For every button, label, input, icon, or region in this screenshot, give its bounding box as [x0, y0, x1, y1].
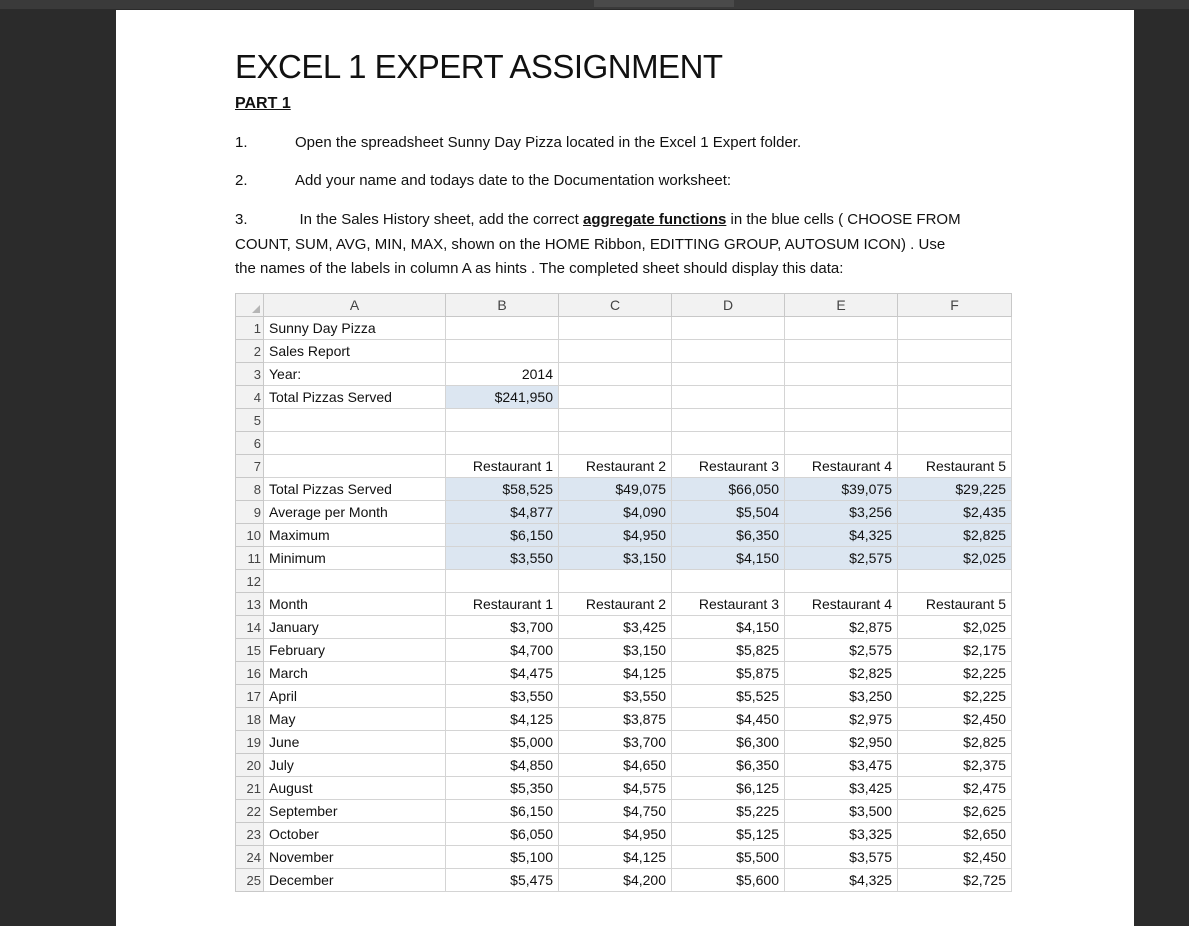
- step-text: in the blue cells ( CHOOSE FROM: [726, 211, 961, 228]
- sheet-cell[interactable]: Month: [264, 593, 446, 616]
- sheet-cell[interactable]: $2,825: [898, 731, 1012, 754]
- step-text: Add your name and todays date to the Documentation worksheet:: [295, 172, 732, 189]
- sheet-cell[interactable]: $4,877: [446, 501, 559, 524]
- step-text: Open the spreadsheet Sunny Day Pizza located in the Excel 1 Expert folder.: [295, 134, 802, 151]
- sheet-cell[interactable]: $5,600: [672, 869, 785, 892]
- row-number[interactable]: 21: [236, 777, 264, 800]
- document-title: EXCEL 1 EXPERT ASSIGNMENT: [235, 48, 723, 85]
- row-number[interactable]: 19: [236, 731, 264, 754]
- sheet-cell[interactable]: Sunny Day Pizza: [264, 317, 446, 340]
- sheet-cell[interactable]: $6,350: [672, 754, 785, 777]
- sheet-cell[interactable]: $5,525: [672, 685, 785, 708]
- row-number[interactable]: 2: [236, 340, 264, 363]
- sheet-cell[interactable]: $5,000: [446, 731, 559, 754]
- column-header[interactable]: D: [672, 294, 785, 317]
- sheet-cell[interactable]: January: [264, 616, 446, 639]
- sheet-cell[interactable]: $5,225: [672, 800, 785, 823]
- sheet-cell[interactable]: [672, 570, 785, 593]
- row-number[interactable]: 1: [236, 317, 264, 340]
- sheet-cell[interactable]: Maximum: [264, 524, 446, 547]
- sheet-cell[interactable]: $4,850: [446, 754, 559, 777]
- sheet-cell[interactable]: $3,700: [446, 616, 559, 639]
- sheet-cell[interactable]: November: [264, 846, 446, 869]
- sheet-cell[interactable]: $4,575: [559, 777, 672, 800]
- sheet-cell[interactable]: $3,700: [559, 731, 672, 754]
- sheet-row: [236, 800, 1012, 823]
- row-number[interactable]: 13: [236, 593, 264, 616]
- sheet-cell[interactable]: $3,875: [559, 708, 672, 731]
- row-number[interactable]: 16: [236, 662, 264, 685]
- sheet-cell[interactable]: [559, 570, 672, 593]
- sheet-cell[interactable]: [898, 386, 1012, 409]
- sheet-cell[interactable]: $5,350: [446, 777, 559, 800]
- sheet-row: [236, 777, 1012, 800]
- sheet-cell[interactable]: $4,090: [559, 501, 672, 524]
- sheet-cell[interactable]: [559, 340, 672, 363]
- sheet-cell[interactable]: $4,325: [785, 524, 898, 547]
- sheet-cell[interactable]: $4,125: [446, 708, 559, 731]
- sheet-cell[interactable]: [672, 432, 785, 455]
- sheet-cell[interactable]: $2,875: [785, 616, 898, 639]
- sheet-cell[interactable]: $4,200: [559, 869, 672, 892]
- sheet-cell[interactable]: $2,725: [898, 869, 1012, 892]
- sheet-cell[interactable]: Restaurant 3: [672, 593, 785, 616]
- sheet-cell[interactable]: [446, 340, 559, 363]
- sheet-cell[interactable]: $6,150: [446, 800, 559, 823]
- sheet-cell[interactable]: $5,825: [672, 639, 785, 662]
- sheet-cell[interactable]: $5,875: [672, 662, 785, 685]
- sheet-cell[interactable]: Restaurant 5: [898, 593, 1012, 616]
- sheet-cell[interactable]: [898, 363, 1012, 386]
- viewer-tab[interactable]: [594, 0, 734, 7]
- row-number[interactable]: 14: [236, 616, 264, 639]
- row-number[interactable]: 10: [236, 524, 264, 547]
- sheet-cell[interactable]: Restaurant 4: [785, 455, 898, 478]
- sheet-row: [236, 708, 1012, 731]
- sheet-row: [236, 731, 1012, 754]
- spreadsheet-table: [235, 293, 1012, 892]
- sheet-cell[interactable]: [446, 570, 559, 593]
- row-number[interactable]: 12: [236, 570, 264, 593]
- sheet-cell[interactable]: [672, 363, 785, 386]
- sheet-cell[interactable]: December: [264, 869, 446, 892]
- sheet-cell[interactable]: $2,225: [898, 662, 1012, 685]
- sheet-cell[interactable]: $2,025: [898, 616, 1012, 639]
- sheet-row: [236, 340, 1012, 363]
- sheet-cell[interactable]: [898, 409, 1012, 432]
- sheet-cell[interactable]: $3,550: [559, 685, 672, 708]
- sheet-cell[interactable]: $4,650: [559, 754, 672, 777]
- sheet-row: [236, 823, 1012, 846]
- sheet-cell[interactable]: $6,125: [672, 777, 785, 800]
- sheet-cell[interactable]: $3,575: [785, 846, 898, 869]
- sheet-cell[interactable]: March: [264, 662, 446, 685]
- column-header-row: [236, 294, 1012, 317]
- step-3: [235, 208, 1035, 282]
- sheet-row: [236, 593, 1012, 616]
- sheet-cell[interactable]: $5,500: [672, 846, 785, 869]
- row-number[interactable]: 15: [236, 639, 264, 662]
- sheet-cell[interactable]: $4,700: [446, 639, 559, 662]
- sheet-cell[interactable]: $3,150: [559, 639, 672, 662]
- sheet-row: [236, 754, 1012, 777]
- sheet-cell[interactable]: [785, 432, 898, 455]
- sheet-cell[interactable]: $3,550: [446, 547, 559, 570]
- row-number[interactable]: 11: [236, 547, 264, 570]
- document-page: [116, 10, 1134, 926]
- sheet-cell[interactable]: February: [264, 639, 446, 662]
- sheet-cell[interactable]: $3,325: [785, 823, 898, 846]
- sheet-cell[interactable]: October: [264, 823, 446, 846]
- column-header[interactable]: E: [785, 294, 898, 317]
- sheet-cell[interactable]: Minimum: [264, 547, 446, 570]
- sheet-cell[interactable]: $3,256: [785, 501, 898, 524]
- sheet-cell[interactable]: $4,150: [672, 547, 785, 570]
- row-number[interactable]: 9: [236, 501, 264, 524]
- viewer-top-bar: [0, 0, 1189, 9]
- sheet-cell[interactable]: [672, 317, 785, 340]
- sheet-cell[interactable]: $2,825: [785, 662, 898, 685]
- sheet-cell[interactable]: Restaurant 4: [785, 593, 898, 616]
- row-number[interactable]: 6: [236, 432, 264, 455]
- sheet-cell[interactable]: $66,050: [672, 478, 785, 501]
- sheet-cell[interactable]: [559, 386, 672, 409]
- sheet-cell[interactable]: $2,025: [898, 547, 1012, 570]
- sheet-cell[interactable]: $3,475: [785, 754, 898, 777]
- sheet-cell[interactable]: [898, 570, 1012, 593]
- step-number: 3.: [235, 211, 248, 228]
- sheet-cell[interactable]: $49,075: [559, 478, 672, 501]
- part-heading: PART 1: [235, 95, 291, 112]
- sheet-row: [236, 455, 1012, 478]
- sheet-cell[interactable]: $4,125: [559, 846, 672, 869]
- sheet-cell[interactable]: $2,450: [898, 708, 1012, 731]
- sheet-cell[interactable]: [785, 570, 898, 593]
- sheet-cell[interactable]: $2,575: [785, 547, 898, 570]
- step-number: 1.: [235, 134, 248, 151]
- sheet-cell[interactable]: Total Pizzas Served: [264, 478, 446, 501]
- sheet-row: [236, 317, 1012, 340]
- sheet-cell[interactable]: $3,425: [559, 616, 672, 639]
- sheet-cell[interactable]: [672, 340, 785, 363]
- sheet-cell[interactable]: $5,100: [446, 846, 559, 869]
- sheet-cell[interactable]: $6,350: [672, 524, 785, 547]
- step-text: COUNT, SUM, AVG, MIN, MAX, shown on the HOME Ribbon, EDITTING GROUP, AUTOSUM ICON) . Use: [235, 235, 946, 253]
- sheet-cell[interactable]: Restaurant 3: [672, 455, 785, 478]
- spreadsheet-body: [236, 317, 1012, 892]
- row-number[interactable]: 24: [236, 846, 264, 869]
- sheet-row: [236, 386, 1012, 409]
- sheet-cell[interactable]: [785, 386, 898, 409]
- sheet-cell[interactable]: $6,300: [672, 731, 785, 754]
- sheet-cell[interactable]: $2,475: [898, 777, 1012, 800]
- sheet-cell[interactable]: $58,525: [446, 478, 559, 501]
- step-text: the names of the labels in column A as hints . The completed sheet should display this data:: [235, 260, 844, 277]
- sheet-row: [236, 662, 1012, 685]
- sheet-cell[interactable]: $2,650: [898, 823, 1012, 846]
- sheet-cell[interactable]: $3,500: [785, 800, 898, 823]
- sheet-cell[interactable]: August: [264, 777, 446, 800]
- sheet-row: [236, 501, 1012, 524]
- sheet-cell[interactable]: Sales Report: [264, 340, 446, 363]
- sheet-row: [236, 432, 1012, 455]
- sheet-cell[interactable]: [264, 432, 446, 455]
- sheet-cell[interactable]: $3,250: [785, 685, 898, 708]
- sheet-cell[interactable]: Restaurant 1: [446, 593, 559, 616]
- sheet-row: [236, 524, 1012, 547]
- sheet-cell[interactable]: [898, 432, 1012, 455]
- sheet-cell[interactable]: May: [264, 708, 446, 731]
- sheet-cell[interactable]: [559, 409, 672, 432]
- sheet-cell[interactable]: [672, 386, 785, 409]
- sheet-cell[interactable]: $4,450: [672, 708, 785, 731]
- column-header[interactable]: F: [898, 294, 1012, 317]
- sheet-cell[interactable]: [446, 317, 559, 340]
- sheet-cell[interactable]: [264, 570, 446, 593]
- column-header[interactable]: C: [559, 294, 672, 317]
- sheet-cell[interactable]: [559, 363, 672, 386]
- row-number[interactable]: 22: [236, 800, 264, 823]
- row-number[interactable]: 17: [236, 685, 264, 708]
- sheet-cell[interactable]: $2,225: [898, 685, 1012, 708]
- row-number[interactable]: 25: [236, 869, 264, 892]
- sheet-cell[interactable]: [898, 317, 1012, 340]
- sheet-row: [236, 570, 1012, 593]
- row-number[interactable]: 23: [236, 823, 264, 846]
- sheet-cell[interactable]: Restaurant 2: [559, 455, 672, 478]
- sheet-row: [236, 846, 1012, 869]
- sheet-cell[interactable]: $5,475: [446, 869, 559, 892]
- sheet-cell[interactable]: [898, 340, 1012, 363]
- row-number[interactable]: 20: [236, 754, 264, 777]
- sheet-row: [236, 363, 1012, 386]
- sheet-cell[interactable]: $4,750: [559, 800, 672, 823]
- sheet-cell[interactable]: $2,950: [785, 731, 898, 754]
- sheet-row: [236, 547, 1012, 570]
- sheet-cell[interactable]: $29,225: [898, 478, 1012, 501]
- select-all-corner[interactable]: [236, 294, 264, 317]
- step-number: 2.: [235, 172, 248, 189]
- sheet-cell[interactable]: $2,450: [898, 846, 1012, 869]
- sheet-cell[interactable]: 2014: [446, 363, 559, 386]
- sheet-cell[interactable]: [785, 409, 898, 432]
- sheet-cell[interactable]: $4,950: [559, 823, 672, 846]
- row-number[interactable]: 5: [236, 409, 264, 432]
- sheet-cell[interactable]: Year:: [264, 363, 446, 386]
- sheet-cell[interactable]: April: [264, 685, 446, 708]
- sheet-cell[interactable]: Total Pizzas Served: [264, 386, 446, 409]
- sheet-row: [236, 869, 1012, 892]
- sheet-row: [236, 685, 1012, 708]
- sheet-cell[interactable]: $5,504: [672, 501, 785, 524]
- sheet-row: [236, 616, 1012, 639]
- sheet-cell[interactable]: [785, 363, 898, 386]
- row-number[interactable]: 3: [236, 363, 264, 386]
- sheet-cell[interactable]: $2,625: [898, 800, 1012, 823]
- step-text: In the Sales History sheet, add the correct: [299, 211, 583, 228]
- sheet-cell[interactable]: $3,550: [446, 685, 559, 708]
- sheet-cell[interactable]: $6,050: [446, 823, 559, 846]
- sheet-row: [236, 639, 1012, 662]
- sheet-cell[interactable]: [264, 455, 446, 478]
- sheet-cell[interactable]: $2,435: [898, 501, 1012, 524]
- sheet-cell[interactable]: Restaurant 5: [898, 455, 1012, 478]
- sheet-cell[interactable]: $4,125: [559, 662, 672, 685]
- column-header[interactable]: B: [446, 294, 559, 317]
- sheet-cell[interactable]: July: [264, 754, 446, 777]
- sheet-cell[interactable]: [785, 317, 898, 340]
- sheet-cell[interactable]: Average per Month: [264, 501, 446, 524]
- sheet-cell[interactable]: [559, 432, 672, 455]
- emphasis-text: aggregate functions: [583, 211, 727, 228]
- sheet-cell[interactable]: $5,125: [672, 823, 785, 846]
- sheet-cell[interactable]: $4,325: [785, 869, 898, 892]
- column-header[interactable]: A: [264, 294, 446, 317]
- row-number[interactable]: 7: [236, 455, 264, 478]
- sheet-cell[interactable]: [672, 409, 785, 432]
- sheet-cell[interactable]: $2,825: [898, 524, 1012, 547]
- sheet-cell[interactable]: September: [264, 800, 446, 823]
- sheet-cell[interactable]: $4,150: [672, 616, 785, 639]
- sheet-cell[interactable]: $2,975: [785, 708, 898, 731]
- sheet-cell[interactable]: $2,375: [898, 754, 1012, 777]
- row-number[interactable]: 4: [236, 386, 264, 409]
- sheet-cell[interactable]: Restaurant 2: [559, 593, 672, 616]
- sheet-cell[interactable]: Restaurant 1: [446, 455, 559, 478]
- sheet-cell[interactable]: [559, 317, 672, 340]
- sheet-row: [236, 478, 1012, 501]
- row-number[interactable]: 18: [236, 708, 264, 731]
- sheet-cell[interactable]: $4,475: [446, 662, 559, 685]
- sheet-cell[interactable]: $6,150: [446, 524, 559, 547]
- sheet-cell[interactable]: $39,075: [785, 478, 898, 501]
- sheet-cell[interactable]: [446, 432, 559, 455]
- sheet-cell[interactable]: $3,425: [785, 777, 898, 800]
- row-number[interactable]: 8: [236, 478, 264, 501]
- sheet-cell[interactable]: [446, 409, 559, 432]
- sheet-row: [236, 409, 1012, 432]
- sheet-cell[interactable]: $4,950: [559, 524, 672, 547]
- sheet-cell[interactable]: June: [264, 731, 446, 754]
- select-all-triangle-icon: [252, 305, 260, 313]
- sheet-cell[interactable]: $241,950: [446, 386, 559, 409]
- sheet-cell[interactable]: [264, 409, 446, 432]
- sheet-cell[interactable]: $2,575: [785, 639, 898, 662]
- sheet-cell[interactable]: $3,150: [559, 547, 672, 570]
- sheet-cell[interactable]: [785, 340, 898, 363]
- sheet-cell[interactable]: $2,175: [898, 639, 1012, 662]
